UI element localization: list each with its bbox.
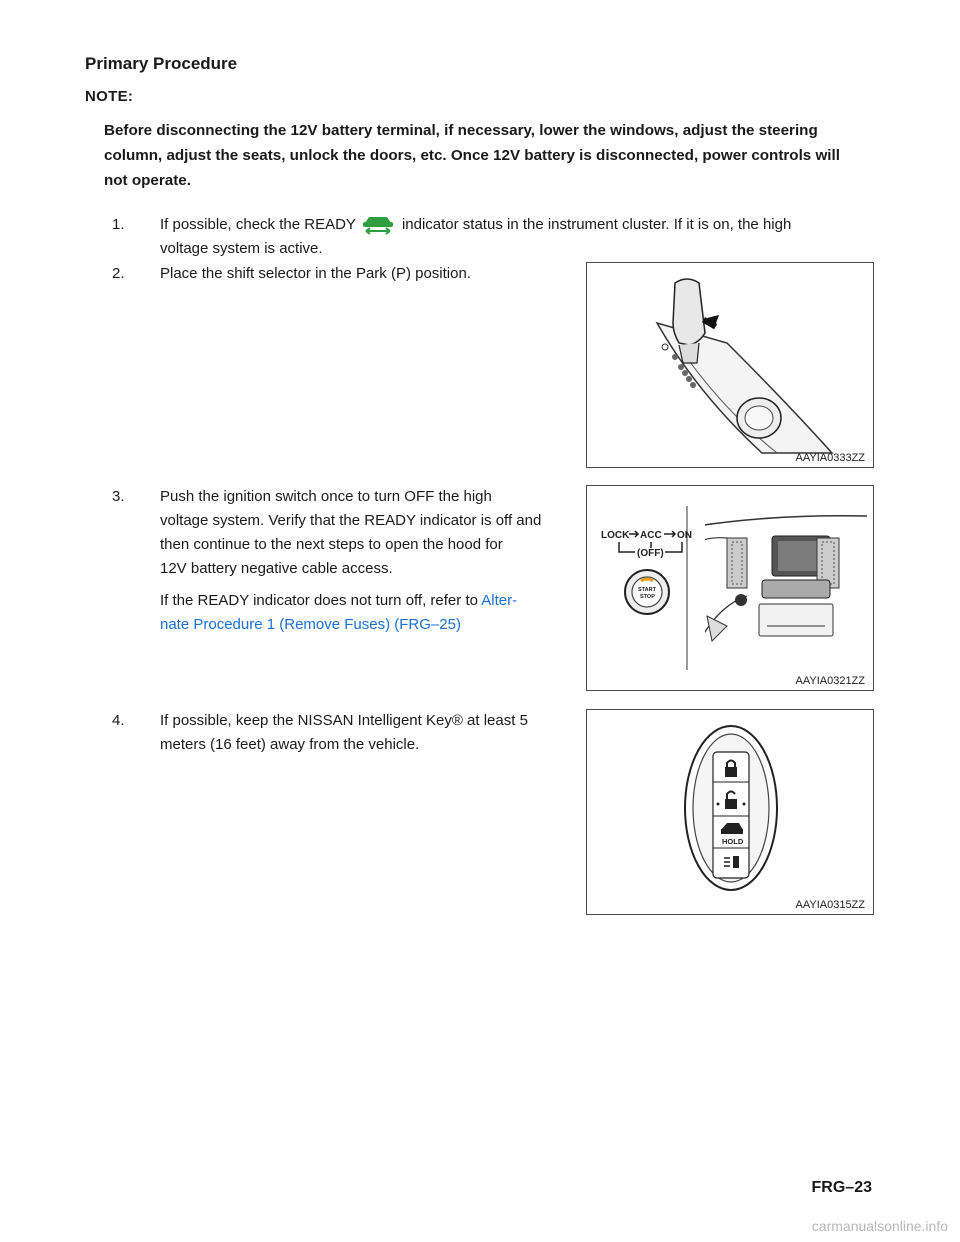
ignition-switch-illustration	[587, 486, 873, 690]
alternate-procedure-link[interactable]: Alter-	[481, 592, 518, 609]
step-text-line: voltage system. Verify that the READY indicator is off and	[160, 512, 542, 529]
step-extra-text: If the READY indicator does not turn off, refer to Alter-	[160, 592, 518, 609]
off-label: (OFF)	[637, 548, 664, 559]
stop-label: STOP	[640, 594, 655, 600]
section-title: Primary Procedure	[85, 54, 238, 73]
step-2	[112, 262, 562, 286]
figure-caption: AAYIA0333ZZ	[795, 452, 865, 464]
figure-caption: AAYIA0321ZZ	[795, 675, 865, 687]
figure-caption: AAYIA0315ZZ	[795, 899, 865, 911]
step-4	[112, 709, 582, 757]
figure-ignition-switch	[586, 485, 874, 691]
note-label: NOTE:	[85, 88, 134, 105]
step-text-line2: voltage system is active.	[160, 240, 323, 257]
step-text-line: meters (16 feet) away from the vehicle.	[160, 736, 420, 753]
step-text-line: then continue to the next steps to open the hood for	[160, 536, 503, 553]
ready-car-icon	[360, 213, 396, 235]
step-text-line: If possible, keep the NISSAN Intelligent Key® at least 5	[160, 712, 528, 729]
note-text: Before disconnecting the 12V battery terminal, if necessary, lower the windows, adjust the steering column, adjust the seats, unlock the doors, etc. Once 12V battery is disconnected, power controls will not operate.	[104, 122, 840, 189]
lock-label: LOCK	[601, 530, 630, 541]
hold-label: HOLD	[722, 837, 744, 846]
step-number: 1.	[112, 216, 125, 233]
start-label: START	[638, 587, 656, 593]
watermark: carmanualsonline.info	[811, 1218, 948, 1234]
step-number: 4.	[112, 712, 125, 729]
intelligent-key-illustration	[587, 710, 873, 914]
figure-intelligent-key	[586, 709, 874, 915]
step-3	[112, 485, 582, 633]
acc-label: ACC	[640, 530, 662, 541]
step-text: If possible, check the READY indicator status in the instrument cluster. If it is on, the high	[160, 213, 791, 237]
step-text-line: 12V battery negative cable access.	[160, 560, 393, 577]
step-number: 3.	[112, 488, 125, 505]
shift-selector-illustration	[587, 263, 873, 467]
step-text: Place the shift selector in the Park (P) position.	[160, 265, 471, 282]
step-1	[112, 213, 872, 261]
on-label: ON	[677, 530, 692, 541]
alternate-procedure-link-cont[interactable]: nate Procedure 1 (Remove Fuses) (FRG–25)	[160, 616, 461, 633]
figure-shift-selector	[586, 262, 874, 468]
step-number: 2.	[112, 265, 125, 282]
step-text-line: Push the ignition switch once to turn OFF the high	[160, 488, 492, 505]
page-number: FRG–23	[811, 1179, 872, 1196]
